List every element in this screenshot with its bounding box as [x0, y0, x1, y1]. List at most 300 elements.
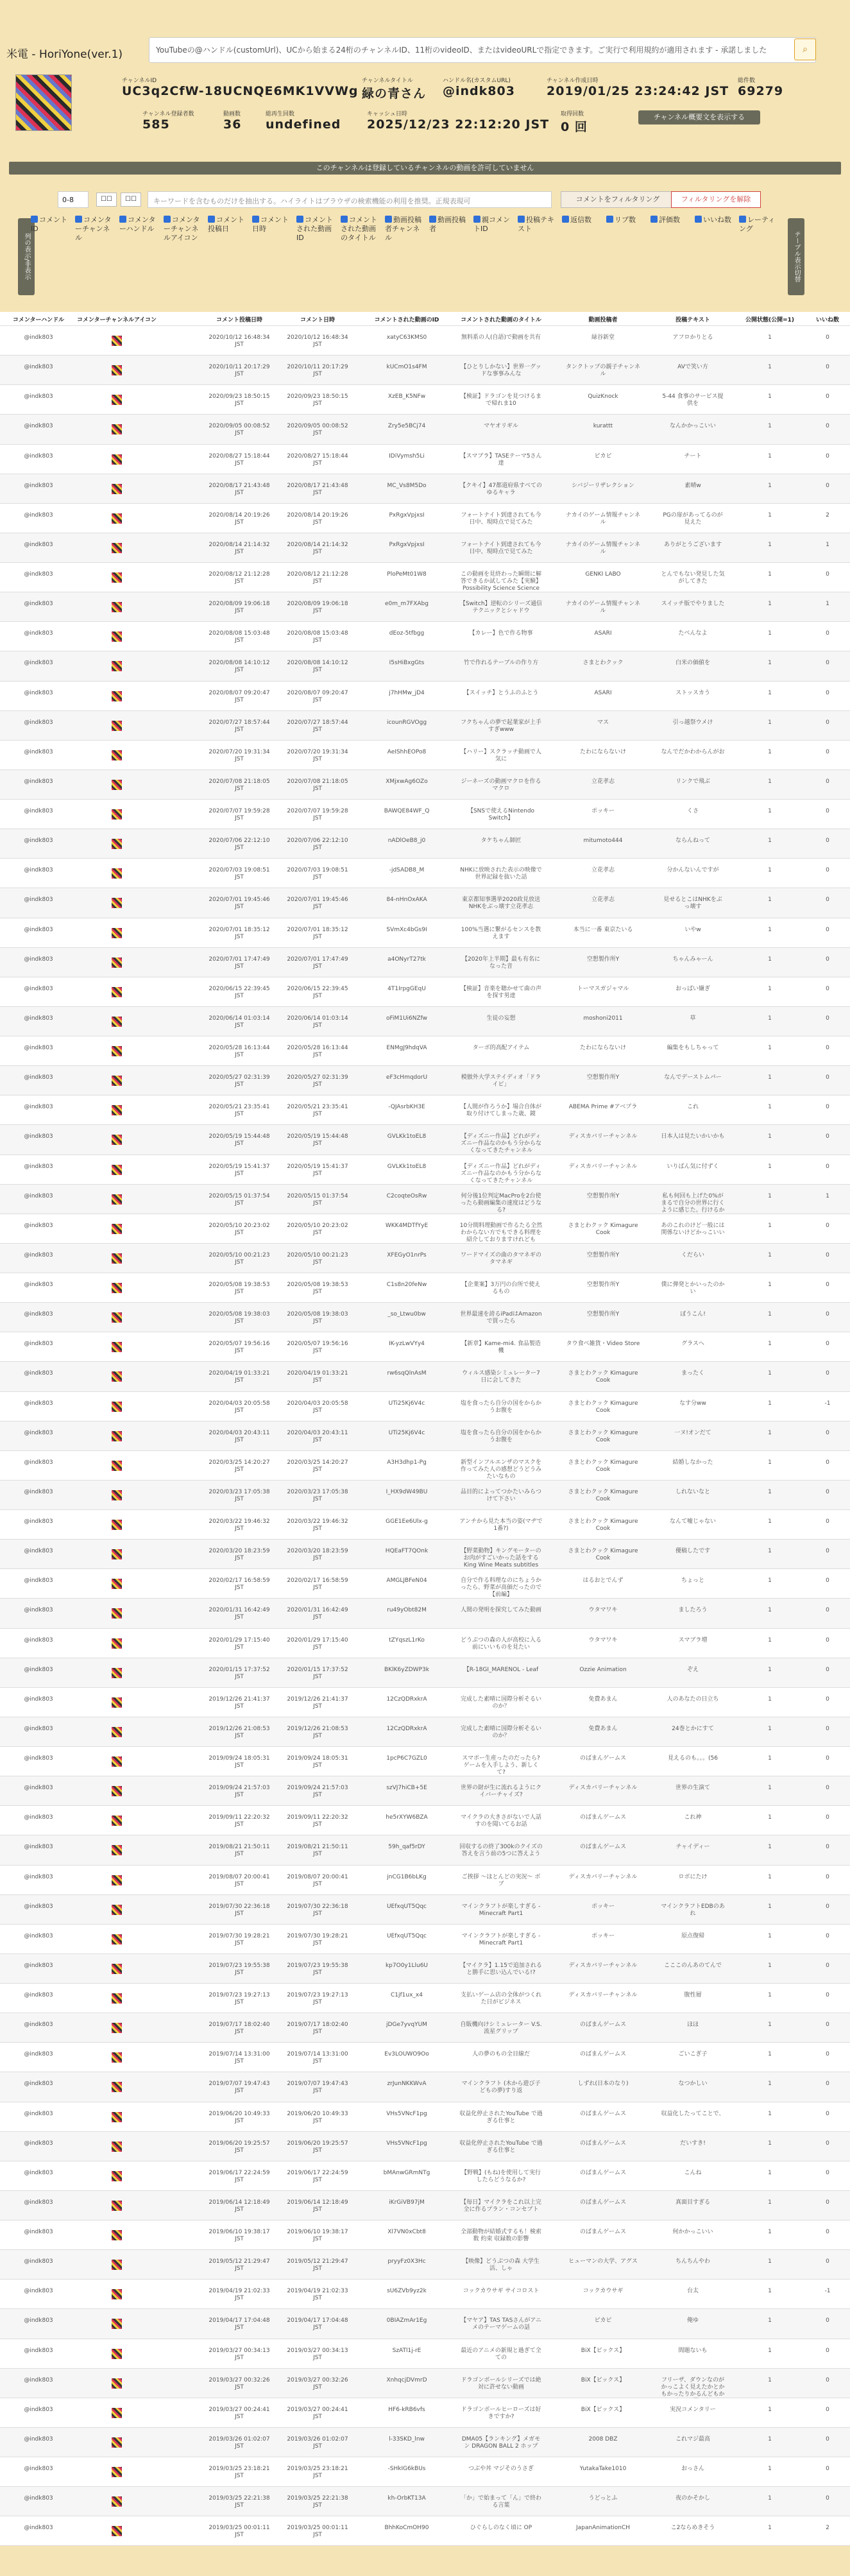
commenter-avatar-icon[interactable] — [112, 572, 122, 583]
column-header[interactable]: コメンターチャンネルアイコン — [77, 317, 157, 323]
commenter-handle[interactable]: @indk803 — [24, 2199, 53, 2206]
table-row[interactable] — [0, 1392, 850, 1421]
video-id[interactable]: BAWQE84WF_Q — [384, 808, 430, 815]
video-id[interactable]: GVLKk1toEL8 — [387, 1133, 427, 1140]
commenter-avatar-icon[interactable] — [112, 1964, 122, 1974]
checkbox-icon[interactable] — [695, 216, 702, 223]
commenter-handle[interactable]: @indk803 — [24, 1192, 53, 1199]
table-row[interactable] — [0, 2013, 850, 2043]
commenter-handle[interactable]: @indk803 — [24, 808, 53, 815]
video-id[interactable]: UEfxqUT5Qqc — [386, 1932, 427, 1939]
commenter-handle[interactable]: @indk803 — [24, 1074, 53, 1081]
commenter-avatar-icon[interactable] — [112, 928, 122, 938]
commenter-avatar-icon[interactable] — [112, 1756, 122, 1767]
commenter-handle[interactable]: @indk803 — [24, 452, 53, 459]
commenter-handle[interactable]: @indk803 — [24, 1636, 53, 1644]
table-row[interactable] — [0, 2250, 850, 2280]
video-id[interactable]: MC_Vs8M5Do — [387, 482, 427, 489]
table-row[interactable] — [0, 2516, 850, 2546]
commenter-handle[interactable]: @indk803 — [24, 778, 53, 785]
commenter-avatar-icon[interactable] — [112, 424, 122, 434]
commenter-avatar-icon[interactable] — [112, 1076, 122, 1086]
table-row[interactable] — [0, 1036, 850, 1066]
video-id[interactable]: -jdSADB8_M — [389, 867, 425, 874]
show-description-button[interactable]: チャンネル概要文を表示する — [638, 110, 760, 125]
count-input[interactable]: 0-8 — [58, 191, 89, 208]
commenter-handle[interactable]: @indk803 — [24, 1814, 53, 1821]
checkbox-icon[interactable] — [518, 216, 525, 223]
commenter-avatar-icon[interactable] — [112, 1786, 122, 1796]
video-id[interactable]: bMAnwGRmNTg — [383, 2169, 430, 2176]
video-id[interactable]: 12CzQDRxkrA — [386, 1725, 427, 1732]
video-id[interactable]: zrJunNKKWvA — [387, 2081, 427, 2088]
commenter-avatar-icon[interactable] — [112, 1194, 122, 1205]
table-row[interactable] — [0, 1717, 850, 1747]
video-id[interactable]: 59h_qaf5rDY — [388, 1844, 425, 1851]
commenter-handle[interactable]: @indk803 — [24, 334, 53, 341]
table-row[interactable] — [0, 2161, 850, 2191]
checkbox-icon[interactable] — [739, 216, 746, 223]
table-row[interactable] — [0, 2428, 850, 2457]
commenter-avatar-icon[interactable] — [112, 839, 122, 849]
commenter-avatar-icon[interactable] — [112, 1845, 122, 1855]
commenter-handle[interactable]: @indk803 — [24, 1548, 53, 1555]
commenter-handle[interactable]: @indk803 — [24, 2288, 53, 2295]
checkbox-icon[interactable] — [429, 216, 436, 223]
video-id[interactable]: iKrGiVB97jM — [389, 2199, 425, 2206]
commenter-avatar-icon[interactable] — [112, 1402, 122, 1412]
commenter-handle[interactable]: @indk803 — [24, 837, 53, 845]
commenter-avatar-icon[interactable] — [112, 661, 122, 671]
video-id[interactable]: HF6-kRB6vfs — [388, 2406, 425, 2413]
column-header[interactable]: 公開状態(公開=1) — [745, 317, 795, 323]
table-row[interactable] — [0, 1066, 850, 1095]
video-id[interactable]: Xl7VN0xCbt8 — [387, 2229, 426, 2236]
commenter-avatar-icon[interactable] — [112, 2319, 122, 2329]
table-row[interactable] — [0, 2132, 850, 2161]
commenter-avatar-icon[interactable] — [112, 1046, 122, 1056]
table-row[interactable] — [0, 474, 850, 504]
table-view-toggle-button[interactable]: テーブル表示切替 — [788, 218, 804, 295]
commenter-handle[interactable]: @indk803 — [24, 1607, 53, 1614]
commenter-handle[interactable]: @indk803 — [24, 2525, 53, 2532]
commenter-handle[interactable]: @indk803 — [24, 571, 53, 578]
commenter-avatar-icon[interactable] — [112, 750, 122, 760]
commenter-handle[interactable]: @indk803 — [24, 364, 53, 371]
commenter-handle[interactable]: @indk803 — [24, 1785, 53, 1792]
commenter-handle[interactable]: @indk803 — [24, 2110, 53, 2117]
commenter-handle[interactable]: @indk803 — [24, 1251, 53, 1258]
table-row[interactable] — [0, 592, 850, 622]
table-row[interactable] — [0, 1599, 850, 1628]
table-row[interactable] — [0, 1155, 850, 1185]
table-row[interactable] — [0, 2220, 850, 2250]
video-id[interactable]: PxRgxVpjxsI — [389, 511, 425, 519]
commenter-avatar-icon[interactable] — [112, 1431, 122, 1441]
checkbox-icon[interactable] — [119, 216, 126, 223]
checkbox-icon[interactable] — [606, 216, 613, 223]
commenter-handle[interactable]: @indk803 — [24, 1370, 53, 1377]
commenter-avatar-icon[interactable] — [112, 898, 122, 908]
table-row[interactable] — [0, 2043, 850, 2072]
video-id[interactable]: 1pcP6C7GZL0 — [386, 1755, 427, 1762]
commenter-avatar-icon[interactable] — [112, 336, 122, 346]
commenter-handle[interactable]: @indk803 — [24, 956, 53, 963]
checkbox-icon[interactable] — [562, 216, 569, 223]
table-row[interactable] — [0, 1658, 850, 1688]
channel-url-input[interactable]: YouTubeの@ハンドル(customUrl)、UCから始まる24桁のチャンネルID、11桁のvideoID、またはvideoURLで指定できます。ご実行で利用規約が適用されます - 承諾しました — [149, 37, 816, 63]
table-row[interactable] — [0, 1747, 850, 1776]
commenter-handle[interactable]: @indk803 — [24, 1903, 53, 1910]
commenter-avatar-icon[interactable] — [112, 1135, 122, 1145]
video-id[interactable]: he5rXYW6BZA — [386, 1814, 428, 1821]
commenter-handle[interactable]: @indk803 — [24, 689, 53, 696]
table-row[interactable] — [0, 1569, 850, 1599]
commenter-handle[interactable]: @indk803 — [24, 1429, 53, 1436]
table-row[interactable] — [0, 1421, 850, 1451]
commenter-handle[interactable]: @indk803 — [24, 1962, 53, 1969]
video-id[interactable]: HQEaFT7QOnk — [385, 1548, 429, 1555]
commenter-handle[interactable]: @indk803 — [24, 423, 53, 430]
commenter-avatar-icon[interactable] — [112, 1934, 122, 1945]
column-toggle[interactable] — [473, 216, 513, 234]
table-row[interactable] — [0, 1095, 850, 1125]
commenter-handle[interactable]: @indk803 — [24, 719, 53, 726]
commenter-avatar-icon[interactable] — [112, 1608, 122, 1619]
checkbox-icon[interactable] — [75, 216, 82, 223]
commenter-avatar-icon[interactable] — [112, 1371, 122, 1382]
commenter-handle[interactable]: @indk803 — [24, 2376, 53, 2383]
video-id[interactable]: Zry5e5BCj74 — [387, 423, 426, 430]
video-id[interactable]: A3H3dhp1-Pg — [387, 1459, 427, 1466]
table-row[interactable] — [0, 445, 850, 474]
video-id[interactable]: pryyFz0X3Hc — [387, 2258, 426, 2265]
video-id[interactable]: PloPeMt01W8 — [387, 571, 427, 578]
table-row[interactable] — [0, 1540, 850, 1569]
column-toggle[interactable] — [164, 216, 203, 243]
checkbox-icon[interactable] — [296, 216, 303, 223]
commenter-avatar-icon[interactable] — [112, 2142, 122, 2152]
table-row[interactable] — [0, 415, 850, 444]
commenter-avatar-icon[interactable] — [112, 631, 122, 642]
table-row[interactable] — [0, 1273, 850, 1303]
commenter-avatar-icon[interactable] — [112, 2082, 122, 2092]
commenter-avatar-icon[interactable] — [112, 2112, 122, 2122]
video-id[interactable]: a4ONyrT27tk — [387, 956, 426, 963]
table-row[interactable] — [0, 2457, 850, 2487]
video-id[interactable]: rw6sqQlnAsM — [387, 1370, 427, 1377]
commenter-handle[interactable]: @indk803 — [24, 541, 53, 548]
table-row[interactable] — [0, 1214, 850, 1244]
table-row[interactable] — [0, 741, 850, 770]
video-id[interactable]: kp7O0y1Llu6U — [385, 1962, 429, 1969]
search-button[interactable] — [794, 39, 816, 60]
commenter-avatar-icon[interactable] — [112, 1520, 122, 1530]
column-visibility-button[interactable]: 列の表示/非表示 — [18, 218, 35, 295]
commenter-avatar-icon[interactable] — [112, 484, 122, 494]
column-header[interactable]: コメント日時 — [300, 317, 335, 323]
table-row[interactable] — [0, 948, 850, 977]
video-id[interactable]: l-33SKD_lnw — [389, 2435, 425, 2443]
video-id[interactable]: UTi25Kj6V4c — [388, 1429, 425, 1436]
checkbox-icon[interactable] — [164, 216, 171, 223]
video-id[interactable]: C2coqteOsRw — [386, 1192, 427, 1199]
video-id[interactable]: XFEGyO1nrPs — [387, 1251, 427, 1258]
video-id[interactable]: BhhKoCmOH90 — [384, 2525, 429, 2532]
table-row[interactable] — [0, 1866, 850, 1895]
checkbox-icon[interactable] — [252, 216, 259, 223]
commenter-handle[interactable]: @indk803 — [24, 2051, 53, 2058]
commenter-handle[interactable]: @indk803 — [24, 601, 53, 608]
checkbox-icon[interactable] — [650, 216, 658, 223]
video-id[interactable]: ru49yObt82M — [387, 1607, 427, 1614]
commenter-avatar-icon[interactable] — [112, 365, 122, 375]
video-id[interactable]: XMjxwAg6OZo — [386, 778, 428, 785]
commenter-handle[interactable]: @indk803 — [24, 2317, 53, 2324]
table-row[interactable] — [0, 326, 850, 356]
commenter-handle[interactable]: @indk803 — [24, 1341, 53, 1348]
column-toggle[interactable] — [208, 216, 248, 234]
case-toggle[interactable]: ☐☐ — [121, 193, 141, 207]
commenter-handle[interactable]: @indk803 — [24, 2140, 53, 2147]
commenter-avatar-icon[interactable] — [112, 2467, 122, 2477]
video-id[interactable]: nADlOeB8_j0 — [387, 837, 426, 845]
table-row[interactable] — [0, 356, 850, 385]
table-row[interactable] — [0, 1185, 850, 1214]
commenter-avatar-icon[interactable] — [112, 1549, 122, 1559]
commenter-avatar-icon[interactable] — [112, 395, 122, 405]
commenter-avatar-icon[interactable] — [112, 2230, 122, 2240]
commenter-handle[interactable]: @indk803 — [24, 1992, 53, 1999]
video-id[interactable]: UTi25Kj6V4c — [388, 1400, 425, 1407]
commenter-avatar-icon[interactable] — [112, 2408, 122, 2418]
table-row[interactable] — [0, 1362, 850, 1391]
commenter-avatar-icon[interactable] — [112, 1342, 122, 1352]
table-row[interactable] — [0, 2191, 850, 2220]
commenter-handle[interactable]: @indk803 — [24, 482, 53, 489]
table-row[interactable] — [0, 1776, 850, 1806]
column-header[interactable]: いいね数 — [815, 317, 839, 323]
commenter-avatar-icon[interactable] — [112, 513, 122, 524]
commenter-handle[interactable]: @indk803 — [24, 1844, 53, 1851]
video-id[interactable]: SzATl1j-rE — [392, 2347, 421, 2354]
commenter-avatar-icon[interactable] — [112, 1224, 122, 1234]
table-row[interactable] — [0, 1332, 850, 1362]
video-id[interactable]: -QJAsrbKH3E — [388, 1104, 425, 1111]
video-id[interactable]: BKlK6yZDWP3k — [384, 1666, 429, 1673]
commenter-avatar-icon[interactable] — [112, 1875, 122, 1885]
commenter-handle[interactable]: @indk803 — [24, 926, 53, 933]
column-toggle[interactable] — [518, 216, 557, 234]
commenter-handle[interactable]: @indk803 — [24, 2022, 53, 2029]
commenter-avatar-icon[interactable] — [112, 602, 122, 612]
video-id[interactable]: _so_Ltwu0bw — [387, 1311, 426, 1318]
commenter-avatar-icon[interactable] — [112, 1105, 122, 1115]
commenter-avatar-icon[interactable] — [112, 780, 122, 790]
commenter-handle[interactable]: @indk803 — [24, 1873, 53, 1880]
video-id[interactable]: 0BIAZmAr1Eg — [386, 2317, 427, 2324]
commenter-handle[interactable]: @indk803 — [24, 1666, 53, 1673]
video-id[interactable]: AMGLJBFeN04 — [386, 1577, 427, 1584]
video-id[interactable]: SVmXc4bGs9I — [386, 926, 427, 933]
column-header[interactable]: コメント投稿日時 — [216, 317, 262, 323]
commenter-avatar-icon[interactable] — [112, 1816, 122, 1826]
video-id[interactable]: dEoz-5tfbgg — [389, 630, 425, 637]
commenter-avatar-icon[interactable] — [112, 1017, 122, 1027]
table-row[interactable] — [0, 1688, 850, 1717]
video-id[interactable]: szVJ7hiCB+5E — [386, 1785, 427, 1792]
table-row[interactable] — [0, 1244, 850, 1273]
video-id[interactable]: XnhqcjDVmrD — [386, 2376, 427, 2383]
commenter-handle[interactable]: @indk803 — [24, 2081, 53, 2088]
commenter-avatar-icon[interactable] — [112, 2201, 122, 2211]
column-toggle[interactable] — [385, 216, 425, 243]
column-toggle[interactable] — [562, 216, 602, 225]
commenter-avatar-icon[interactable] — [112, 2437, 122, 2448]
commenter-handle[interactable]: @indk803 — [24, 1696, 53, 1703]
table-row[interactable] — [0, 2369, 850, 2398]
video-id[interactable]: sU6ZVb9yz2k — [387, 2288, 427, 2295]
video-id[interactable]: IDiVymsh5Li — [389, 452, 425, 459]
column-toggle[interactable] — [695, 216, 735, 225]
table-row[interactable] — [0, 1510, 850, 1540]
video-id[interactable]: -SHkIG6kBUs — [387, 2466, 426, 2473]
table-row[interactable] — [0, 1835, 850, 1865]
video-id[interactable]: WKK4MDTfYyE — [385, 1222, 429, 1229]
commenter-avatar-icon[interactable] — [112, 2052, 122, 2063]
video-id[interactable]: 12CzQDRxkrA — [386, 1696, 427, 1703]
table-row[interactable] — [0, 504, 850, 533]
commenter-avatar-icon[interactable] — [112, 454, 122, 465]
commenter-handle[interactable]: @indk803 — [24, 748, 53, 755]
commenter-handle[interactable]: @indk803 — [24, 1932, 53, 1939]
column-toggle[interactable] — [606, 216, 646, 225]
commenter-handle[interactable]: @indk803 — [24, 1282, 53, 1289]
commenter-avatar-icon[interactable] — [112, 1579, 122, 1589]
commenter-avatar-icon[interactable] — [112, 721, 122, 731]
table-row[interactable] — [0, 1451, 850, 1481]
checkbox-icon[interactable] — [31, 216, 38, 223]
keyword-input[interactable]: キーワードを含むものだけを抽出する。ハイライトはブラウザの検索機能の利用を推奨。正規表現可 — [148, 191, 552, 208]
table-row[interactable] — [0, 1007, 850, 1036]
commenter-avatar-icon[interactable] — [112, 2023, 122, 2033]
commenter-handle[interactable]: @indk803 — [24, 2406, 53, 2413]
video-id[interactable]: GGE1Ee6Ulx-g — [386, 1518, 428, 1525]
column-toggle[interactable] — [341, 216, 380, 243]
column-toggle[interactable] — [252, 216, 292, 234]
commenter-handle[interactable]: @indk803 — [24, 1222, 53, 1229]
column-toggle[interactable] — [119, 216, 159, 234]
commenter-handle[interactable]: @indk803 — [24, 867, 53, 874]
table-row[interactable] — [0, 1895, 850, 1925]
video-id[interactable]: UEfxqUT5Qqc — [386, 1903, 427, 1910]
video-id[interactable]: PxRgxVpjxsI — [389, 541, 425, 548]
commenter-avatar-icon[interactable] — [112, 1253, 122, 1264]
checkbox-icon[interactable] — [208, 216, 215, 223]
video-id[interactable]: eF3cHmqdorU — [386, 1074, 428, 1081]
commenter-handle[interactable]: @indk803 — [24, 1311, 53, 1318]
video-id[interactable]: xatyC63KMS0 — [386, 334, 427, 341]
column-header[interactable]: 動画投稿者 — [588, 317, 618, 323]
table-row[interactable] — [0, 770, 850, 800]
commenter-handle[interactable]: @indk803 — [24, 1755, 53, 1762]
table-row[interactable] — [0, 563, 850, 592]
table-row[interactable] — [0, 651, 850, 681]
table-row[interactable] — [0, 2398, 850, 2428]
commenter-avatar-icon[interactable] — [112, 1461, 122, 1471]
commenter-avatar-icon[interactable] — [112, 1697, 122, 1708]
commenter-handle[interactable]: @indk803 — [24, 1518, 53, 1525]
table-row[interactable] — [0, 977, 850, 1007]
video-id[interactable]: C1s8n20feNw — [386, 1282, 427, 1289]
checkbox-icon[interactable] — [385, 216, 392, 223]
video-id[interactable]: jnCG1B6bLKg — [387, 1873, 427, 1880]
column-toggle[interactable] — [31, 216, 71, 234]
regex-toggle[interactable]: ☐☐ — [96, 193, 117, 207]
column-header[interactable]: 投稿テキスト — [676, 317, 710, 323]
commenter-handle[interactable]: @indk803 — [24, 2466, 53, 2473]
commenter-avatar-icon[interactable] — [112, 1905, 122, 1915]
table-row[interactable] — [0, 918, 850, 948]
table-row[interactable] — [0, 711, 850, 741]
commenter-handle[interactable]: @indk803 — [24, 2495, 53, 2502]
commenter-avatar-icon[interactable] — [112, 543, 122, 553]
table-row[interactable] — [0, 622, 850, 651]
table-row[interactable] — [0, 1481, 850, 1510]
table-row[interactable] — [0, 2309, 850, 2339]
commenter-handle[interactable]: @indk803 — [24, 897, 53, 904]
video-id[interactable]: oFiM1Ui6NZfw — [386, 1015, 428, 1022]
video-id[interactable]: jDGe7yvqYUM — [386, 2022, 427, 2029]
commenter-handle[interactable]: @indk803 — [24, 393, 53, 400]
table-row[interactable] — [0, 1954, 850, 1984]
video-id[interactable]: I_HX9dW49BU — [386, 1488, 428, 1495]
table-row[interactable] — [0, 829, 850, 859]
commenter-avatar-icon[interactable] — [112, 809, 122, 820]
commenter-handle[interactable]: @indk803 — [24, 1015, 53, 1022]
video-id[interactable]: AeIShhEOPo8 — [387, 748, 427, 755]
video-id[interactable]: tZYqszL1rKo — [389, 1636, 425, 1644]
commenter-avatar-icon[interactable] — [112, 1993, 122, 2004]
video-id[interactable]: icounRGVOgg — [386, 719, 427, 726]
table-row[interactable] — [0, 1806, 850, 1835]
commenter-handle[interactable]: @indk803 — [24, 1577, 53, 1584]
table-row[interactable] — [0, 1629, 850, 1658]
video-id[interactable]: ENMgJ9hdqVA — [386, 1045, 427, 1052]
commenter-handle[interactable]: @indk803 — [24, 660, 53, 667]
commenter-avatar-icon[interactable] — [112, 1312, 122, 1323]
checkbox-icon[interactable] — [341, 216, 348, 223]
table-row[interactable] — [0, 385, 850, 415]
column-header[interactable]: コメントされた動画のタイトル — [461, 317, 541, 323]
commenter-avatar-icon[interactable] — [112, 1490, 122, 1500]
commenter-handle[interactable]: @indk803 — [24, 2169, 53, 2176]
table-row[interactable] — [0, 2072, 850, 2102]
video-id[interactable]: GVLKk1toEL8 — [387, 1163, 427, 1170]
table-row[interactable] — [0, 1303, 850, 1332]
video-id[interactable]: 84-nHnOxAKA — [386, 897, 427, 904]
commenter-handle[interactable]: @indk803 — [24, 985, 53, 992]
table-row[interactable] — [0, 888, 850, 918]
reset-filter-button[interactable]: フィルタリングを解除 — [671, 191, 761, 208]
commenter-handle[interactable]: @indk803 — [24, 1045, 53, 1052]
commenter-handle[interactable]: @indk803 — [24, 1133, 53, 1140]
commenter-avatar-icon[interactable] — [112, 957, 122, 968]
column-toggle[interactable] — [739, 216, 779, 234]
table-row[interactable] — [0, 2487, 850, 2516]
video-id[interactable]: 4T1IrpgGEqU — [387, 985, 426, 992]
commenter-handle[interactable]: @indk803 — [24, 2347, 53, 2354]
